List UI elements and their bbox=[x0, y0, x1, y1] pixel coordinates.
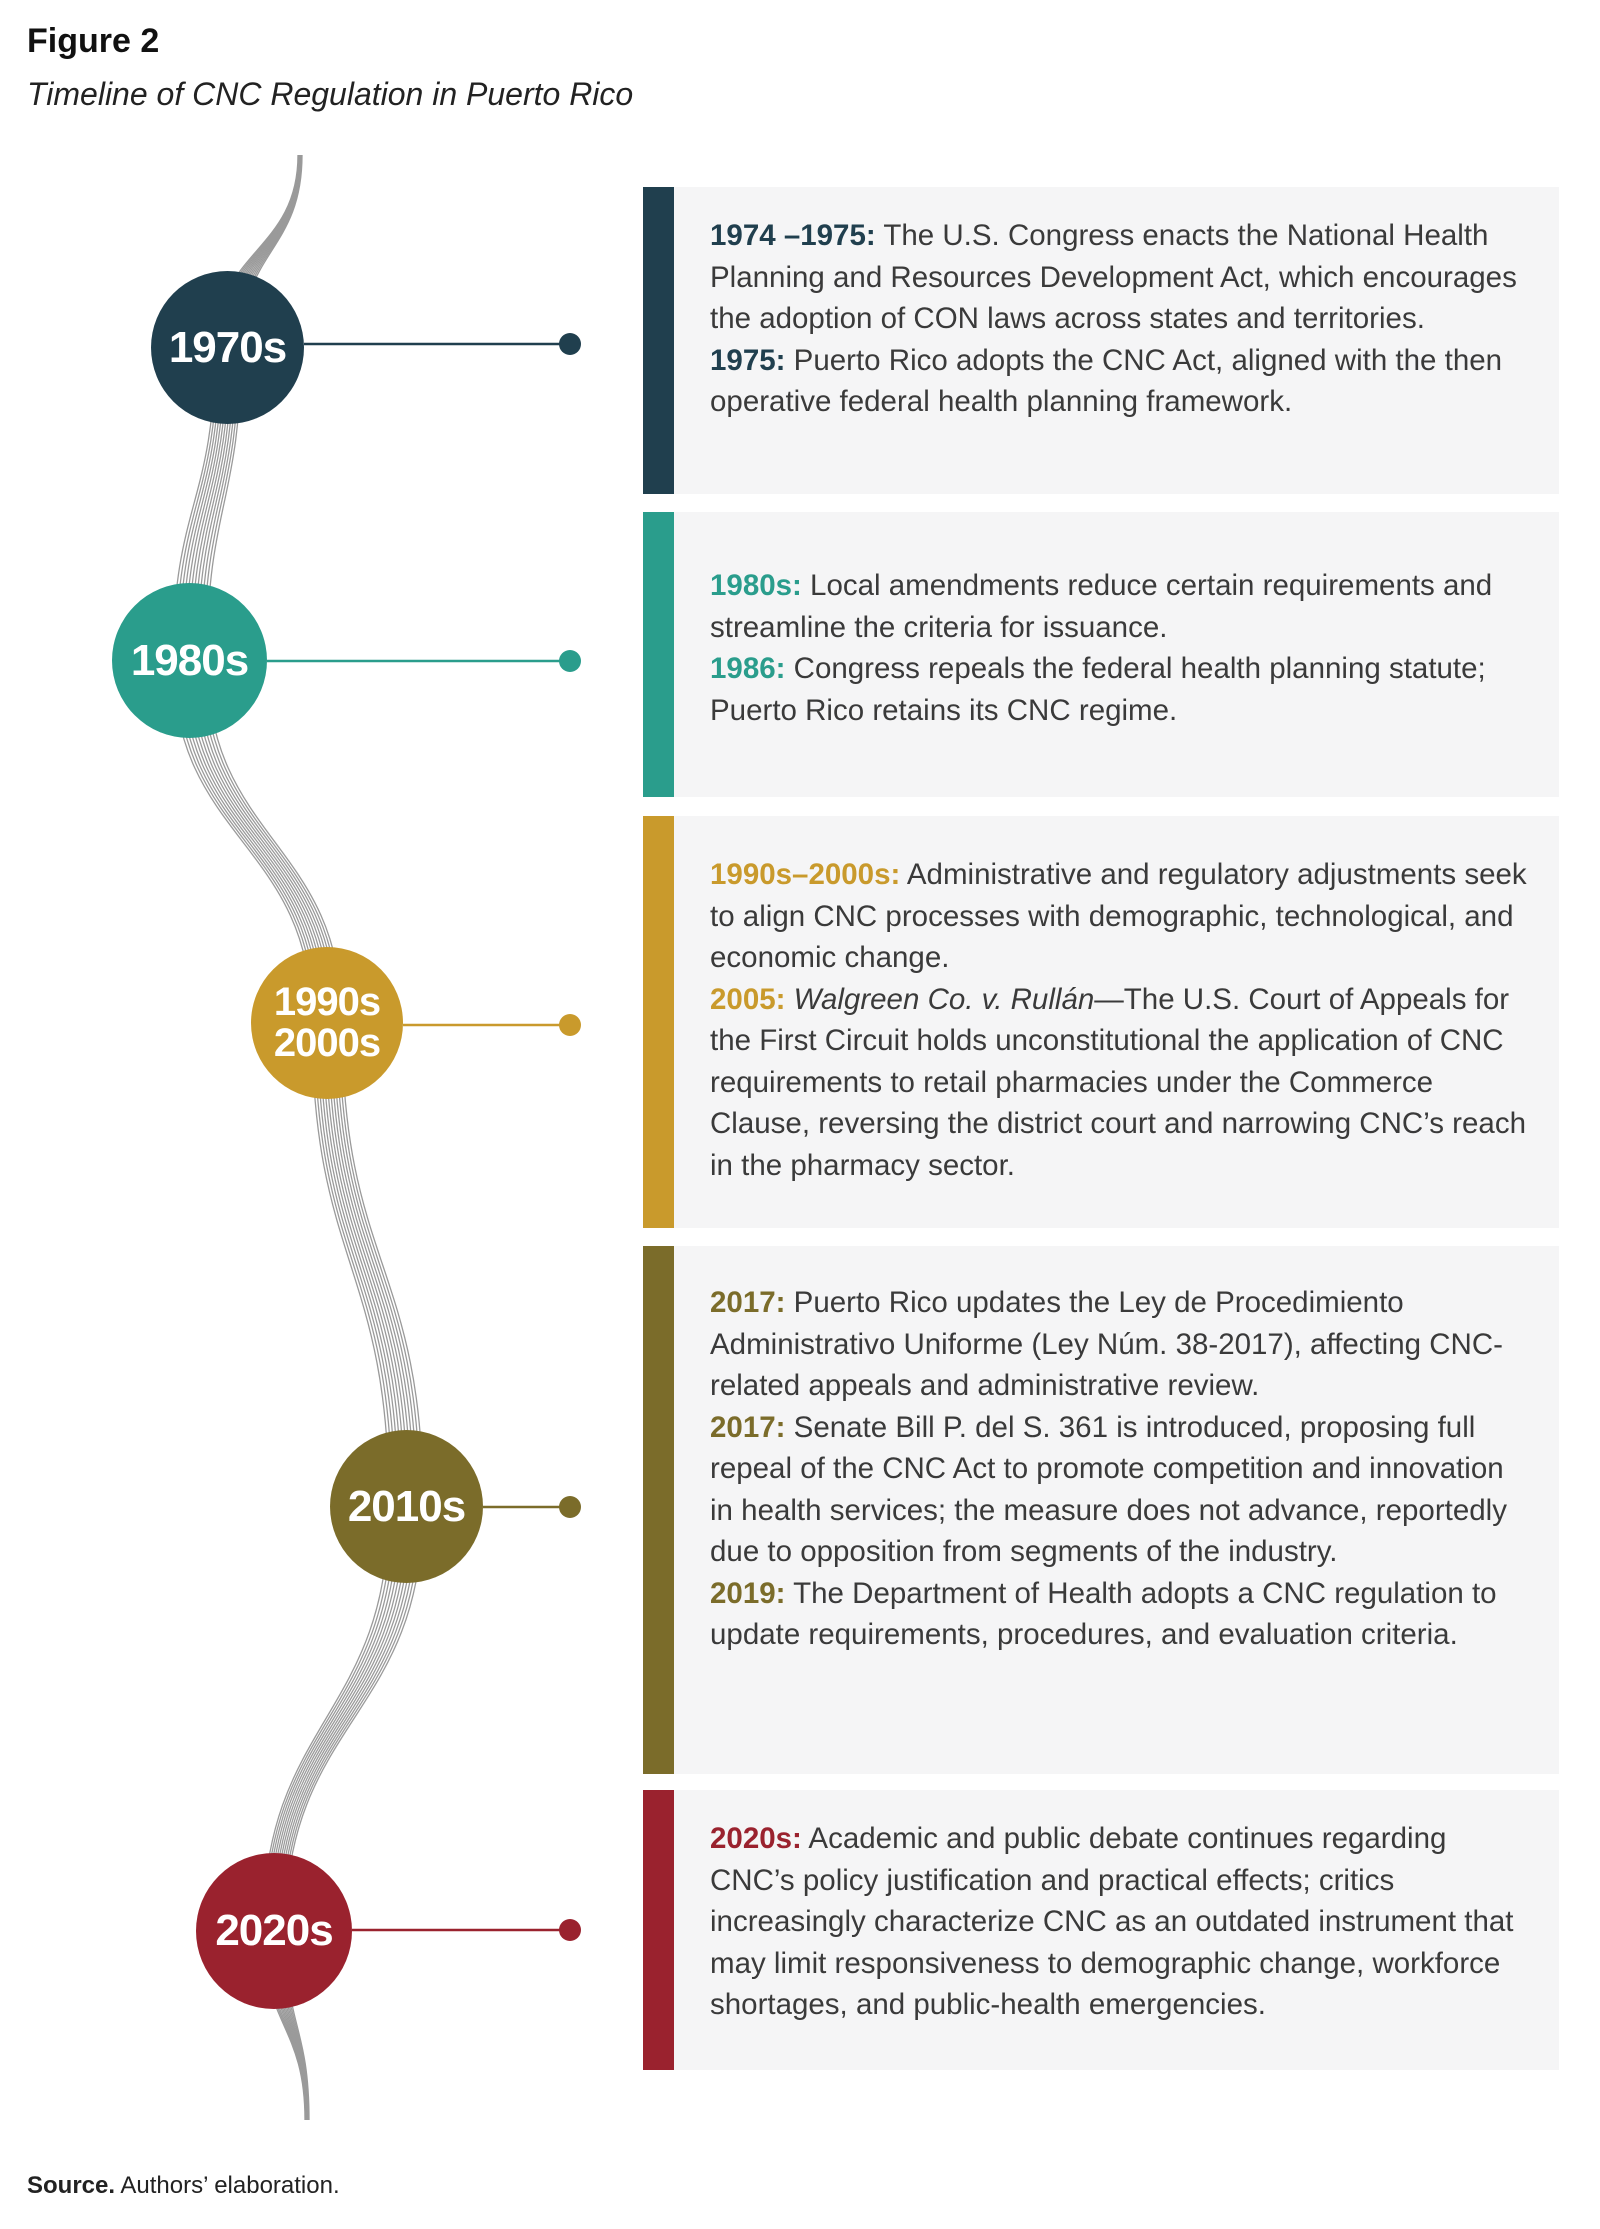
era-text-2020s bbox=[710, 1818, 1529, 2026]
era-card-1980s bbox=[643, 512, 1559, 797]
era-circle-1990s-2000s bbox=[251, 947, 403, 1099]
era-text-2010s bbox=[710, 1282, 1529, 1656]
connector-dot bbox=[559, 1496, 581, 1518]
entry-year: 2017: bbox=[710, 1286, 786, 1319]
era-circle-2020s bbox=[196, 1853, 352, 2009]
era-bar-1970s bbox=[643, 187, 674, 494]
entry-text: Puerto Rico adopts the CNC Act, aligned with the then operative federal health planning framework. bbox=[710, 343, 1503, 418]
connector-dot bbox=[559, 1919, 581, 1941]
entry-text: Senate Bill P. del S. 361 is introduced, proposing full repeal of the CNC Act to promote competition and innovation in health services; the measure does not advance, reportedly due to opposition from segments of the industry. bbox=[710, 1410, 1507, 1568]
entry bbox=[710, 1573, 1529, 1656]
era-label-1980s: 1980s bbox=[130, 635, 249, 685]
entry bbox=[710, 215, 1529, 340]
source-text: Authors’ elaboration. bbox=[115, 2172, 340, 2199]
era-card-1970s bbox=[643, 187, 1559, 494]
era-text-1990s-2000s bbox=[710, 854, 1529, 1186]
era-text-1980s bbox=[710, 565, 1529, 731]
entry-year: 1980s: bbox=[710, 569, 802, 602]
era-card-2020s bbox=[643, 1790, 1559, 2070]
era-bar-2020s bbox=[643, 1790, 674, 2070]
entry-year: 2017: bbox=[710, 1410, 786, 1444]
entry bbox=[710, 979, 1529, 1187]
connector-dot bbox=[559, 1014, 581, 1036]
figure-label: Figure 2 bbox=[27, 22, 160, 60]
era-label-1990s: 1990s bbox=[273, 980, 381, 1024]
era-circle-2010s bbox=[330, 1430, 483, 1583]
era-circle-1970s bbox=[151, 271, 304, 424]
entry-text: —The U.S. Court of Appeals for the First Circuit holds unconstitutional the application of CNC requirements to retail pharmacies under the Commerce Clause, reversing the district court and narrowing CNC’s reach in the pharmacy sector. bbox=[710, 982, 1526, 1182]
entry-year: 2020s: bbox=[710, 1822, 802, 1855]
entry-year: 1974 –1975: bbox=[710, 219, 876, 252]
entry-text: Academic and public debate continues regarding CNC’s policy justification and practical effects; critics increasingly characterize CNC as an outdated instrument that may limit responsiveness to demographic change, workforce shortages, and public-health emergencies. bbox=[710, 1822, 1514, 2021]
entry bbox=[710, 340, 1529, 423]
connector-dot bbox=[559, 333, 581, 355]
source-label: Source. bbox=[27, 2172, 116, 2199]
entry bbox=[710, 648, 1529, 731]
era-card-1990s-2000s bbox=[643, 816, 1559, 1228]
entry-text: Administrative and regulatory adjustments seek to align CNC processes with demographic, technological, and economic change. bbox=[710, 858, 1527, 974]
era-label-2020s: 2020s bbox=[215, 1906, 333, 1955]
era-bar-2010s bbox=[643, 1246, 674, 1774]
era-bar-1980s bbox=[643, 512, 674, 797]
entry-year: 2005: bbox=[710, 982, 786, 1016]
entry-text: The Department of Health adopts a CNC regulation to update requirements, procedures, and evaluation criteria. bbox=[710, 1576, 1497, 1651]
entry-text: Congress repeals the federal health planning statute; Puerto Rico retains its CNC regime. bbox=[710, 652, 1486, 727]
entry bbox=[710, 1407, 1529, 1573]
figure-title: Timeline of CNC Regulation in Puerto Rico bbox=[27, 76, 634, 112]
era-circle-1980s bbox=[112, 583, 267, 738]
entry-year: 1990s–2000s: bbox=[710, 858, 901, 891]
connector-dot bbox=[559, 650, 581, 672]
era-bar-1990s-2000s bbox=[643, 816, 674, 1228]
entry-case-name: Walgreen Co. v. Rullán bbox=[785, 982, 1095, 1016]
era-label-2000s: 2000s bbox=[273, 1021, 381, 1065]
entry-year: 1975: bbox=[710, 343, 786, 377]
entry-text: Local amendments reduce certain requirements and streamline the criteria for issuance. bbox=[710, 569, 1493, 644]
source-note bbox=[27, 2172, 340, 2200]
era-label-1970s: 1970s bbox=[168, 322, 287, 372]
entry-year: 1986: bbox=[710, 652, 786, 685]
entry bbox=[710, 1818, 1529, 2026]
entry bbox=[710, 565, 1529, 648]
entry-text: Puerto Rico updates the Ley de Procedimiento Administrativo Uniforme (Ley Núm. 38-2017), affecting CNC-related appeals and administrative review. bbox=[710, 1286, 1503, 1402]
era-text-1970s bbox=[710, 215, 1529, 423]
entry-text: The U.S. Congress enacts the National Health Planning and Resources Development Act, which encourages the adoption of CON laws across states and territories. bbox=[710, 219, 1517, 335]
entry bbox=[710, 1282, 1529, 1407]
era-label-2010s: 2010s bbox=[347, 1481, 466, 1531]
entry-year: 2019: bbox=[710, 1576, 786, 1610]
era-card-2010s bbox=[643, 1246, 1559, 1774]
entry bbox=[710, 854, 1529, 979]
